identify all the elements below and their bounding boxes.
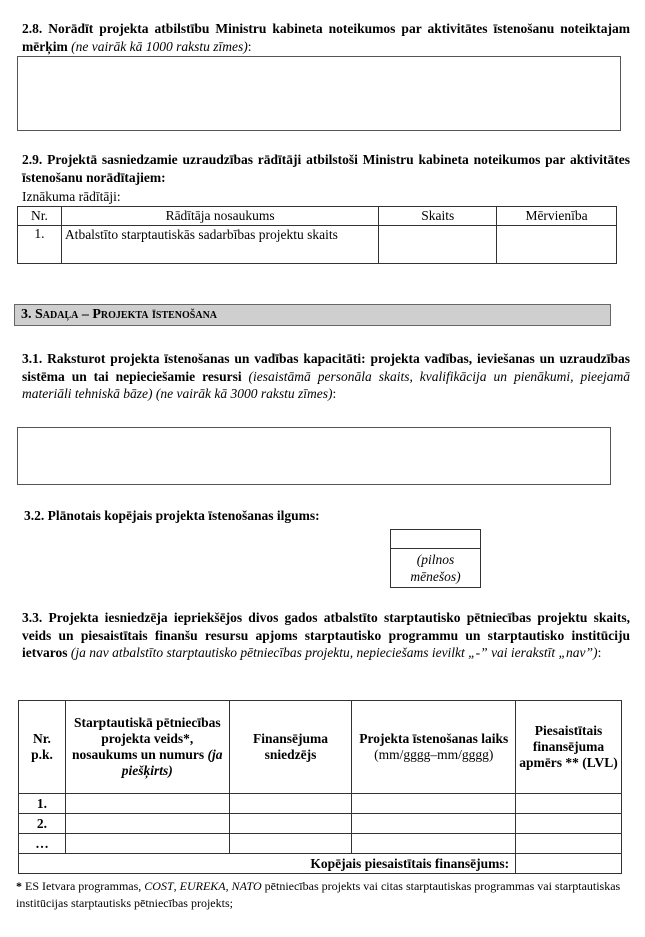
col-header-indicator-name: Rādītāja nosaukums (61, 207, 378, 226)
col-header-nr: Nr. (18, 207, 62, 226)
table-cell[interactable] (229, 814, 352, 834)
total-label: Kopējais piesaistītais finansējums: (19, 854, 516, 874)
section-3-2-heading: 3.2. Plānotais kopējais projekta īstenošanas ilgums: (24, 508, 320, 523)
section-2-8-answer-box[interactable] (17, 56, 621, 131)
duration-input[interactable] (390, 529, 481, 549)
output-indicators-label: Iznākuma rādītāji: (22, 189, 121, 204)
section-3-header: 3. Sadaļa – Projekta īstenošana (14, 304, 611, 326)
section-3-3-heading: 3.3. Projekta iesniedzēja iepriekšējos divos gados atbalstīto starptautisko pētniecības projektu skaits, veids un piesaistītais finanšu resursu apjoms starptautisko programmu un starptautisko institūciju ietvaros (ja nav atbalstīto starptautisko pētniecības projektu, nepieciešams ievilkt „-” vai ierakstīt „nav”): (22, 610, 631, 660)
section-3-1-heading: 3.1. Raksturot projekta īstenošanas un vadības kapacitāti: projekta vadības, ieviešanas un uzraudzības sistēma un tai nepieciešamie resursi (iesaistāmā personāla skaits, kvalifikācija un pienākumi, pieejamā materiāli tehniskā bāze) (ne vairāk kā 3000 rakstu zīmes): (22, 351, 630, 401)
row-num: 2. (19, 814, 66, 834)
col-header-implementation-time: Projekta īstenošanas laiks (mm/gggg–mm/gggg) (352, 701, 516, 794)
total-row (19, 854, 622, 874)
indicator-unit-cell[interactable] (497, 226, 617, 264)
international-projects-table (18, 700, 622, 874)
table-cell[interactable] (65, 834, 229, 854)
indicator-row-name: Atbalstīto starptautiskās sadarbības projektu skaits (61, 226, 378, 264)
table-cell[interactable] (516, 814, 622, 834)
table-row (19, 834, 622, 854)
table-cell[interactable] (65, 814, 229, 834)
indicator-row-num: 1. (18, 226, 62, 264)
section-3-1-answer-box[interactable] (17, 427, 611, 485)
section-2-8-heading: 2.8. Norādīt projekta atbilstību Ministru kabineta noteikumos par aktivitātes īstenošanu noteiktajam mērķim (ne vairāk kā 1000 rakstu zīmes): (22, 21, 630, 54)
table-cell[interactable] (229, 834, 352, 854)
table-cell[interactable] (516, 794, 622, 814)
table-cell[interactable] (229, 794, 352, 814)
col-header-funding-amount: Piesaistītais finansējuma apmērs ** (LVL) (516, 701, 622, 794)
duration-unit-box: (pilnos mēnešos) (390, 548, 481, 588)
row-num: 1. (19, 794, 66, 814)
col-header-unit: Mērvienība (497, 207, 617, 226)
table-cell[interactable] (352, 814, 516, 834)
section-2-9-heading: 2.9. Projektā sasniedzamie uzraudzības rādītāji atbilstoši Ministru kabineta noteikumos par aktivitātes īstenošanu norādītajiem: (22, 152, 630, 185)
table-row (19, 794, 622, 814)
col-header-nr-pk: Nr. p.k. (19, 701, 66, 794)
table-cell[interactable] (352, 794, 516, 814)
col-header-project-kind: Starptautiskā pētniecības projekta veids*, nosaukums un numurs (ja piešķirts) (65, 701, 229, 794)
table-cell[interactable] (65, 794, 229, 814)
table-cell[interactable] (352, 834, 516, 854)
footnote: * ES Ietvara programmas, COST, EUREKA, NATO pētniecības projekts vai citas starptautiskas programmas vai starptautiskas institūcijas starptautisks pētniecības projekts; (16, 879, 621, 910)
table-row (19, 814, 622, 834)
table-cell[interactable] (516, 834, 622, 854)
indicator-count-cell[interactable] (379, 226, 497, 264)
col-header-count: Skaits (379, 207, 497, 226)
total-amount-cell[interactable] (516, 854, 622, 874)
col-header-funder: Finansējuma sniedzējs (229, 701, 352, 794)
indicators-table (17, 206, 617, 264)
row-num: … (19, 834, 66, 854)
